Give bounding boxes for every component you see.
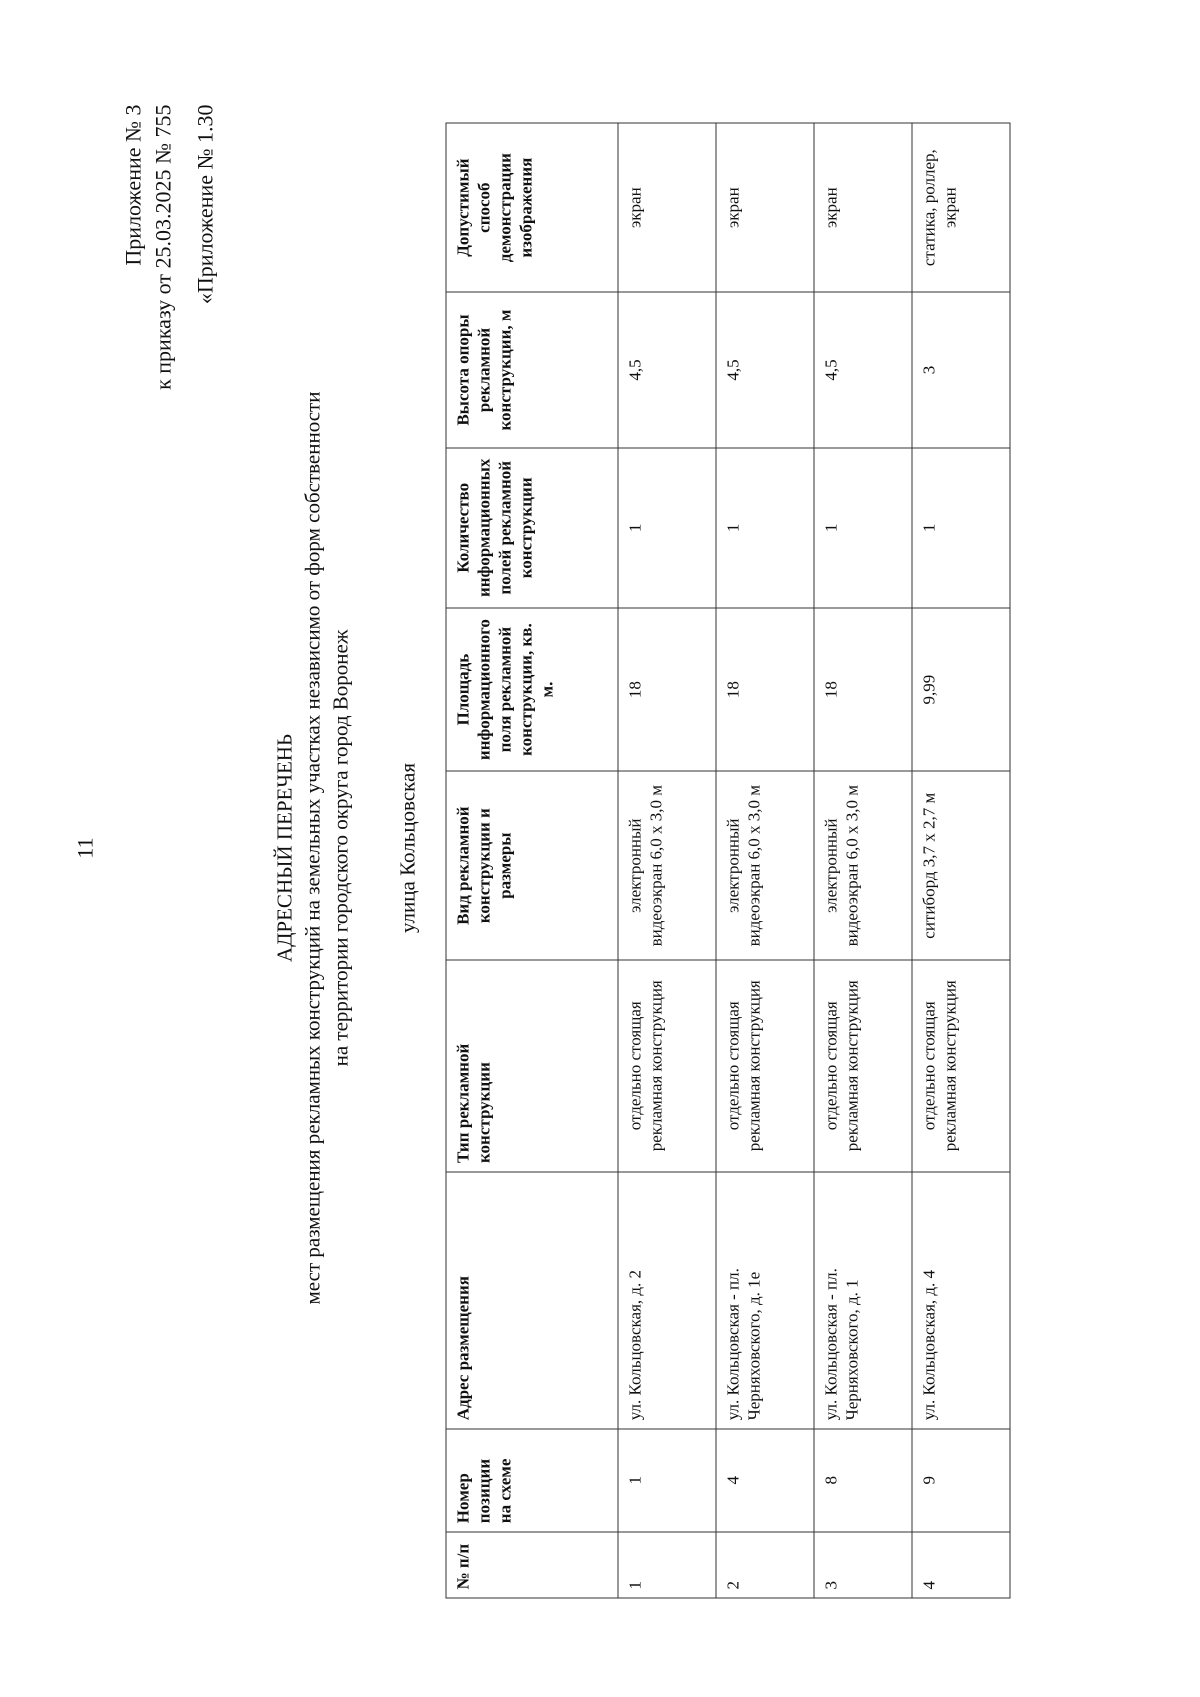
cell-height: 4,5 (618, 292, 716, 448)
appendix-block (119, 105, 221, 390)
cell-position: 8 (814, 1429, 912, 1532)
cell-address: ул. Кольцовская - пл. Черняховского, д. 1 (814, 1172, 912, 1429)
cell-area: 18 (716, 608, 814, 772)
cell-kind: электронный видеоэкран 6,0 х 3,0 м (814, 771, 912, 960)
cell-position: 1 (618, 1429, 716, 1532)
cell-area: 9,99 (912, 608, 1010, 772)
header-address: Адрес размещения (446, 1172, 618, 1429)
cell-type: отдельно стоящая рекламная конструкция (716, 960, 814, 1172)
heading-title: АДРЕСНЫЙ ПЕРЕЧЕНЬ (272, 733, 297, 963)
cell-kind: ситиборд 3,7 х 2,7 м (912, 771, 1010, 960)
header-area: Площадь информационного поля рекламной конструкции, кв. м. (446, 608, 618, 772)
cell-height: 4,5 (716, 292, 814, 448)
cell-type: отдельно стоящая рекламная конструкция (814, 960, 912, 1172)
cell-method: экран (716, 123, 814, 292)
table-row (814, 123, 912, 1598)
cell-height: 4,5 (814, 292, 912, 448)
table-row (618, 123, 716, 1598)
page-number: 11 (72, 837, 98, 859)
cell-area: 18 (814, 608, 912, 772)
cell-fields: 1 (814, 448, 912, 608)
appendix-line-3: «Приложение № 1.30 (192, 104, 218, 305)
cell-type: отдельно стоящая рекламная конструкция (618, 960, 716, 1172)
cell-kind: электронный видеоэкран 6,0 х 3,0 м (716, 771, 814, 960)
address-table (446, 123, 1011, 1599)
header-num: № п/п (446, 1532, 618, 1598)
cell-address: ул. Кольцовская, д. 2 (618, 1172, 716, 1429)
cell-fields: 1 (716, 448, 814, 608)
cell-method: экран (814, 123, 912, 292)
cell-num: 3 (814, 1532, 912, 1598)
cell-area: 18 (618, 608, 716, 772)
cell-num: 4 (912, 1532, 1010, 1598)
heading-subtitle-2: на территории городского округа город Воронеж (328, 629, 353, 1067)
table-row (912, 123, 1010, 1598)
appendix-line-1: Приложение № 3 (120, 104, 146, 266)
cell-height: 3 (912, 292, 1010, 448)
header-position: Номер позиции на схеме (446, 1429, 618, 1532)
header-type: Тип рекламной конструкции (446, 960, 618, 1172)
header-height: Высота опоры рекламной конструкции, м (446, 292, 618, 448)
cell-method: экран (618, 123, 716, 292)
appendix-line-2: к приказу от 25.03.2025 № 755 (150, 104, 176, 390)
cell-fields: 1 (912, 448, 1010, 608)
document-heading (271, 0, 355, 1697)
cell-fields: 1 (618, 448, 716, 608)
heading-subtitle-1: мест размещения рекламных конструкций на земельных участках независимо от форм собственности (300, 391, 325, 1305)
cell-type: отдельно стоящая рекламная конструкция (912, 960, 1010, 1172)
cell-num: 1 (618, 1532, 716, 1598)
cell-kind: электронный видеоэкран 6,0 х 3,0 м (618, 771, 716, 960)
cell-num: 2 (716, 1532, 814, 1598)
table-header-row (446, 123, 618, 1598)
cell-method: статика, роллер, экран (912, 123, 1010, 292)
cell-position: 4 (716, 1429, 814, 1532)
header-fields: Количество информационных полей рекламной конструкции (446, 448, 618, 608)
header-method: Допустимый способ демонстрации изображения (446, 123, 618, 292)
cell-address: ул. Кольцовская, д. 4 (912, 1172, 1010, 1429)
street-name: улица Кольцовская (395, 762, 420, 934)
landscape-content (1, 0, 1200, 1697)
cell-address: ул. Кольцовская - пл. Черняховского, д. 1е (716, 1172, 814, 1429)
header-kind: Вид рекламной конструкции и размеры (446, 771, 618, 960)
table-row (716, 123, 814, 1598)
cell-position: 9 (912, 1429, 1010, 1532)
